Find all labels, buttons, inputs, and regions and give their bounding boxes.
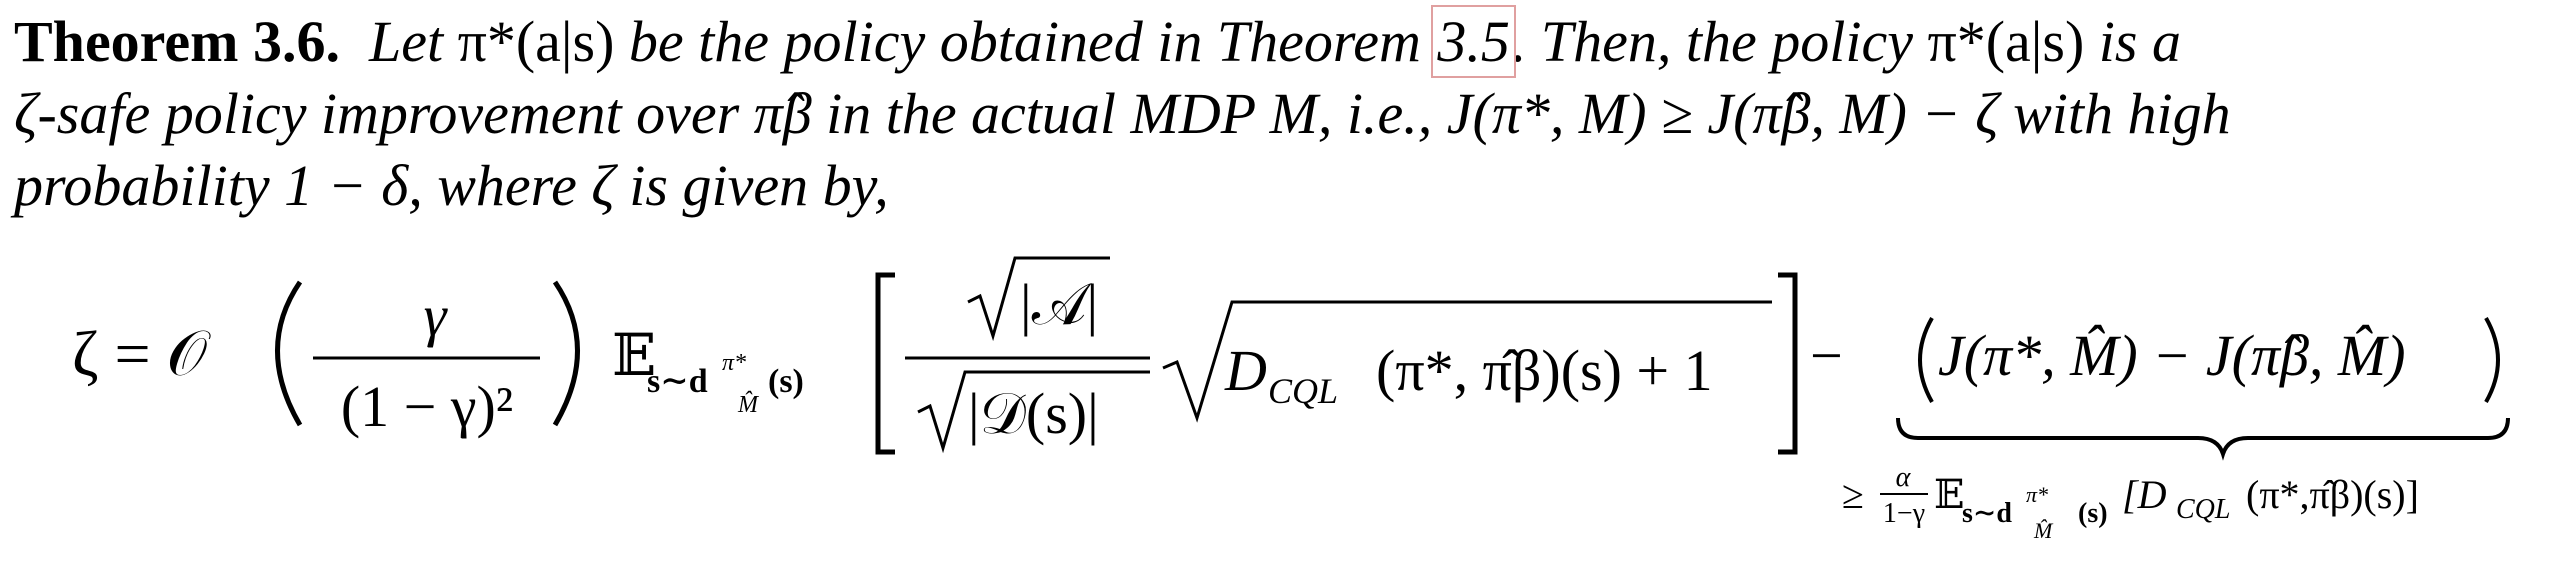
zeta-equation <box>0 240 2572 570</box>
theorem-label: Theorem 3.6. <box>14 9 340 74</box>
brace-expect-subsub: M̂ <box>2034 518 2053 543</box>
brace-dcql: [D <box>2122 472 2167 517</box>
expectation-superscript: π* <box>722 350 747 376</box>
brace-dcql-sub: CQL <box>2176 494 2231 525</box>
theorem-line1-segment: . Then, the policy <box>1511 9 1928 74</box>
theorem-line1-text <box>369 9 2181 74</box>
big-right-paren <box>555 282 578 425</box>
brace-expect-arg: (s) <box>2078 498 2108 529</box>
dcql-subscript: CQL <box>1268 371 1339 411</box>
theorem-reference-link[interactable]: 3.5 <box>1437 9 1510 74</box>
theorem-line1-segment: π*(a|s) <box>457 9 615 74</box>
brace-expectation: 𝔼 <box>1934 472 1965 517</box>
big-left-bracket <box>878 275 895 452</box>
theorem-paragraph <box>14 6 2554 222</box>
theorem-line1-segment: Let <box>368 9 458 74</box>
eq-lhs: ζ = 𝒪 <box>72 318 207 389</box>
paren-term: J(π*, M̂) − J(π̂β, M̂) <box>1938 323 2406 388</box>
term-right-paren <box>2486 318 2498 402</box>
theorem-line-1 <box>14 6 2554 78</box>
dcql-symbol: D <box>1225 338 1267 403</box>
eq-minus: − <box>1810 323 1843 388</box>
brace-expect-sub: s∼d <box>1962 498 2012 529</box>
big-right-bracket <box>1778 275 1795 452</box>
term-left-paren <box>1920 318 1932 402</box>
brace-frac-num: α <box>1895 462 1911 493</box>
expectation-subscript: s∼d <box>647 363 708 400</box>
brace-geq: ≥ <box>1842 472 1864 517</box>
expectation-subsubscript: M̂ <box>738 392 758 418</box>
big-left-paren <box>278 282 301 425</box>
underbrace <box>1898 418 2508 454</box>
expectation-argument: (s) <box>768 363 804 400</box>
brace-dcql-tail: (π*,π̂β)(s)] <box>2246 472 2419 517</box>
sqrt-denominator: |𝒟(s)| <box>968 381 1099 446</box>
frac-numerator: γ <box>423 283 447 348</box>
theorem-line-3: probability 1 − δ, where ζ is given by, <box>14 153 889 218</box>
theorem-line1-segment: π*(a|s) <box>1927 9 2085 74</box>
theorem-line1-segment: be the policy obtained in Theorem <box>614 9 1436 74</box>
sqrt-numerator: |𝒜| <box>1020 272 1099 337</box>
brace-expect-sup: π* <box>2026 482 2049 507</box>
expectation-symbol: 𝔼 <box>612 323 657 388</box>
frac-denominator: (1 − γ)² <box>340 374 514 439</box>
equation-svg <box>0 240 2572 570</box>
dcql-argument: (π*, π̂β)(s) + 1 <box>1376 338 1713 403</box>
theorem-line-2: ζ-safe policy improvement over π̂β in the actual MDP M, i.e., J(π*, M) ≥ J(π̂β, M) − ζ with high <box>14 81 2231 146</box>
brace-frac-den: 1−γ <box>1882 498 1926 529</box>
theorem-line1-segment: is a <box>2084 9 2181 74</box>
